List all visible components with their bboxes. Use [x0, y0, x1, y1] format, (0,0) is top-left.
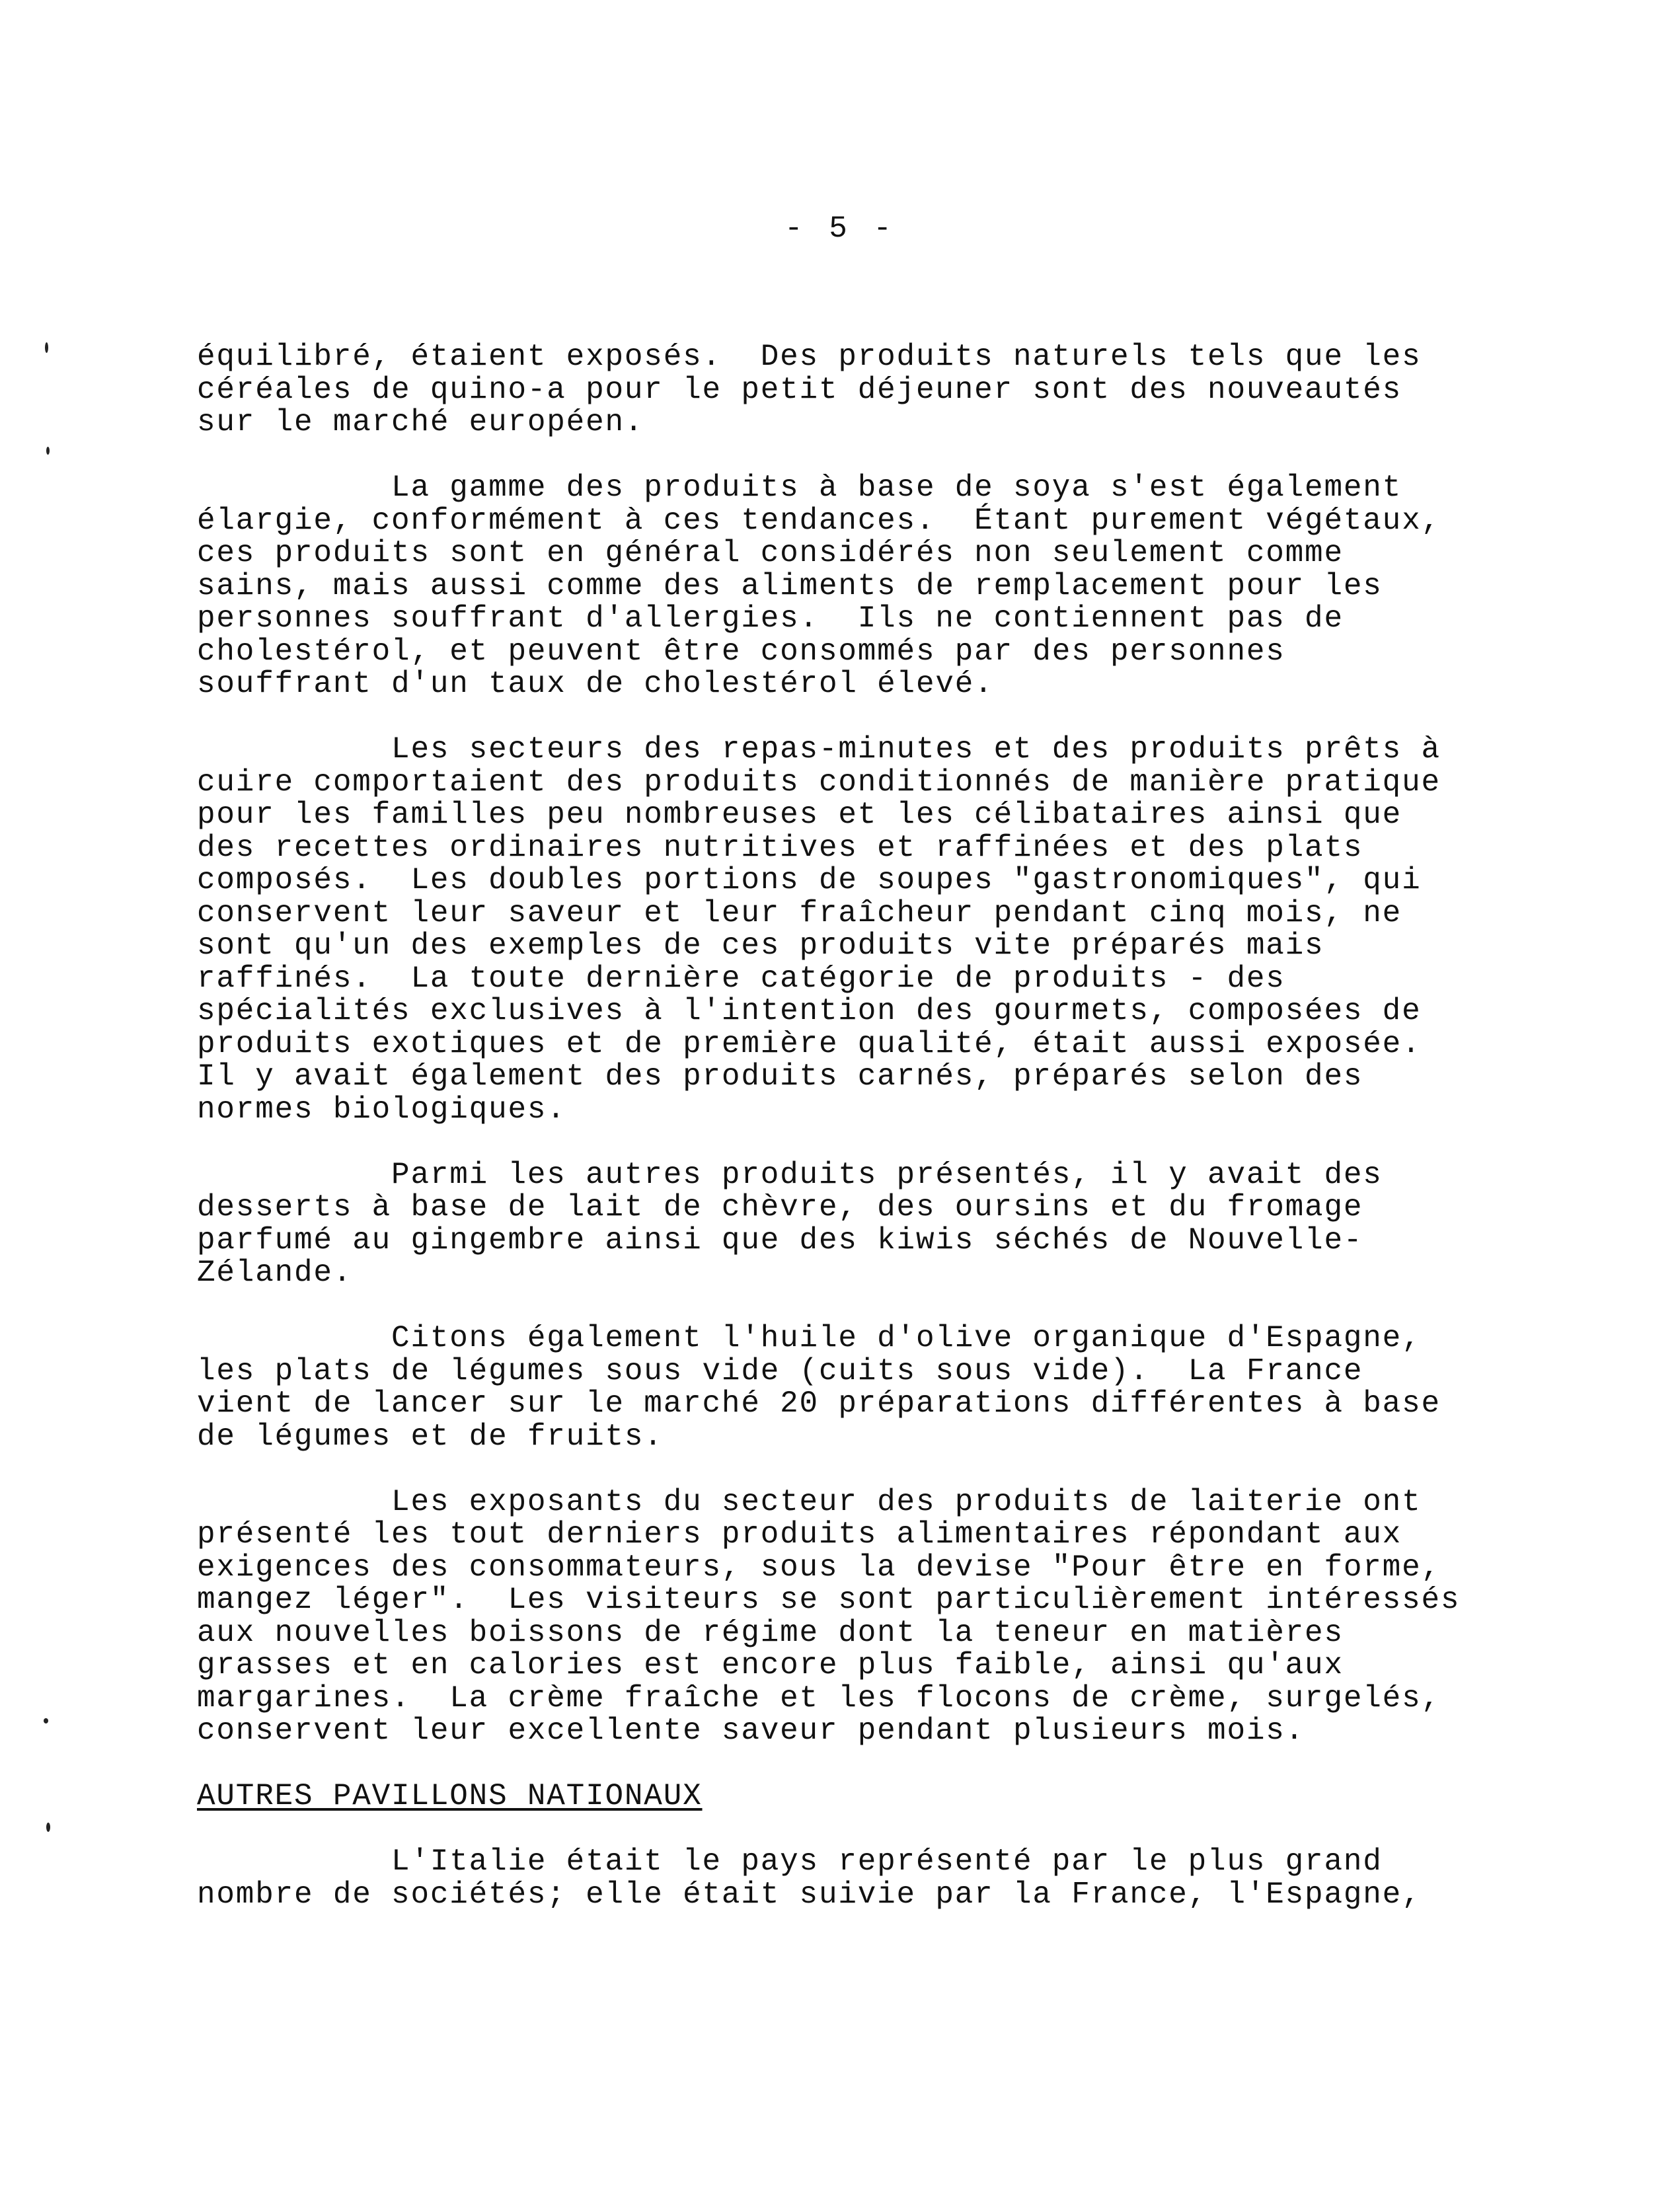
document-body [197, 341, 1519, 1944]
paragraph: équilibré, étaient exposés. Des produits naturels tels que les céréales de quino-a pour le petit déjeuner sont des nouveautés sur le marché européen. [197, 340, 1422, 439]
paragraph: Parmi les autres produits présentés, il y avait des desserts à base de lait de chèvre, des oursins et du fromage parfumé au gingembre ainsi que des kiwis séchés de Nouvelle- Zélande. [197, 1157, 1383, 1290]
scan-speck [46, 447, 50, 455]
paragraph: Citons également l'huile d'olive organique d'Espagne, les plats de légumes sous vide (cuits sous vide). La France vient de lancer sur le marché 20 préparations différentes à base de légumes et de fruits. [197, 1321, 1441, 1454]
scan-speck [45, 342, 48, 353]
section-heading: AUTRES PAVILLONS NATIONAUX [197, 1779, 703, 1813]
paragraph: La gamme des produits à base de soya s'est également élargie, conformément à ces tendances. Étant purement végétaux, ces produits sont en général considérés non seulement comme sains, mais aussi comme des aliments de remplacement pour les personnes souffrant d'allergies. Ils ne contiennent pas de cholestérol, et peuvent être consommés par des personnes souffrant d'un taux de cholestérol élevé. [197, 471, 1441, 701]
paragraph: Les exposants du secteur des produits de laiterie ont présenté les tout derniers produits alimentaires répondant aux exigences des consommateurs, sous la devise "Pour être en forme, mangez léger". Les visiteurs se sont particulièrement intéressés aux nouvelles boissons de régime dont la teneur en matières grasses et en calories est encore plus faible, ainsi qu'aux margarines. La crème fraîche et les flocons de crème, surgelés, conservent leur excellente saveur pendant plusieurs mois. [197, 1484, 1461, 1748]
page-number: - 5 - [784, 211, 896, 246]
paragraph: Les secteurs des repas-minutes et des produits prêts à cuire comportaient des produits conditionnés de manière pratique pour les familles peu nombreuses et les célibataires ainsi que des recettes ordinaires nutritives et raffinées et des plats composés. Les doubles portions de soupes "gastronomiques", qui conservent leur saveur et leur fraîcheur pendant cinq mois, ne sont qu'un des exemples de ces produits vite préparés mais raffinés. La toute dernière catégorie de produits - des spécialités exclusives à l'intention des gourmets, composées de produits exotiques et de première qualité, était aussi exposée. Il y avait également des produits carnés, préparés selon des normes biologiques. [197, 732, 1441, 1127]
scan-speck [46, 1823, 50, 1832]
paragraph: L'Italie était le pays représenté par le plus grand nombre de sociétés; elle était suivie par la France, l'Espagne, [197, 1844, 1422, 1912]
scan-speck [44, 1718, 48, 1723]
